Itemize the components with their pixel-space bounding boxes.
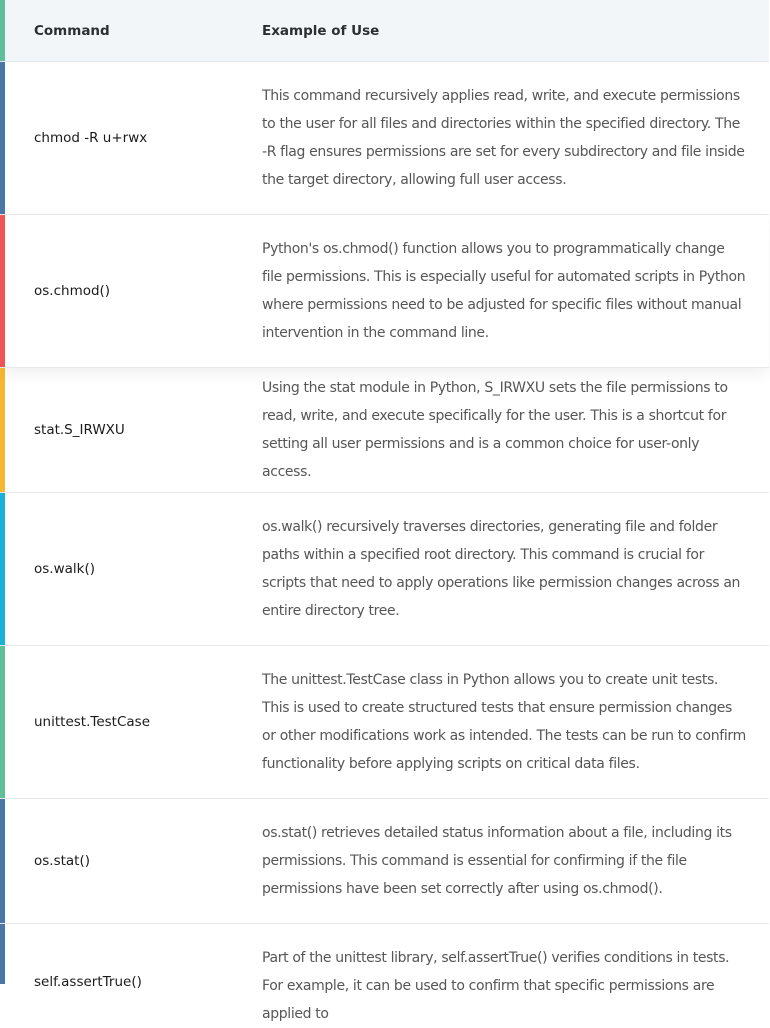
command-cell: unittest.TestCase xyxy=(34,714,150,730)
row-accent-bar xyxy=(0,215,5,367)
description-cell xyxy=(262,215,746,367)
table-row xyxy=(0,493,769,646)
description-text: Using the stat module in Python, S_IRWXU sets the file permissions to read, write, and execute specifically for the user. This is a shortcut for setting all user permissions and is a common choice for user-only access. xyxy=(262,380,728,480)
table-row xyxy=(0,215,769,368)
row-accent-bar xyxy=(0,62,5,214)
command-cell: stat.S_IRWXU xyxy=(34,422,125,438)
command-cell: os.walk() xyxy=(34,561,96,577)
description-text: Python's os.chmod() function allows you to programmatically change file permissions. This is especially useful for automated scripts in Python where permissions need to be adjusted for specific files without manual intervention in the command line. xyxy=(262,241,746,341)
table-header-row xyxy=(0,0,769,62)
table-row xyxy=(0,368,769,493)
row-accent-bar xyxy=(0,493,5,645)
description-cell xyxy=(262,924,746,1022)
description-cell xyxy=(262,646,746,798)
column-header-command: Command xyxy=(34,22,110,39)
row-accent-bar xyxy=(0,924,5,984)
column-header-example: Example of Use xyxy=(262,22,380,39)
command-cell: chmod -R u+rwx xyxy=(34,130,148,146)
description-text: os.stat() retrieves detailed status information about a file, including its permissions. This command is essential for confirming if the file permissions have been set correctly after using os.chmod(). xyxy=(262,825,732,897)
description-text: Part of the unittest library, self.assertTrue() verifies conditions in tests. For example, it can be used to confirm that specific permissions are applied to xyxy=(262,950,730,1022)
command-cell: self.assertTrue() xyxy=(34,974,142,990)
description-text: This command recursively applies read, write, and execute permissions to the user for all files and directories within the specified directory. The -R flag ensures permissions are set for every subdirectory and file inside the target directory, allowing full user access. xyxy=(262,88,745,188)
description-cell xyxy=(262,368,746,492)
header-accent-bar xyxy=(0,0,5,61)
command-cell: os.chmod() xyxy=(34,283,111,299)
table-row xyxy=(0,799,769,924)
row-accent-bar xyxy=(0,799,5,923)
description-text: The unittest.TestCase class in Python allows you to create unit tests. This is used to create structured tests that ensure permission changes or other modifications work as intended. The tests can be run to confirm functionality before applying scripts on critical data files. xyxy=(262,672,746,772)
table-row xyxy=(0,62,769,215)
description-cell xyxy=(262,493,746,645)
table-row xyxy=(0,924,769,1022)
command-cell: os.stat() xyxy=(34,853,91,869)
description-cell xyxy=(262,799,746,923)
table-row xyxy=(0,646,769,799)
description-text: os.walk() recursively traverses directories, generating file and folder paths within a specified root directory. This command is crucial for scripts that need to apply operations like permission changes across an entire directory tree. xyxy=(262,519,741,619)
description-cell xyxy=(262,62,746,214)
row-accent-bar xyxy=(0,646,5,798)
row-accent-bar xyxy=(0,368,5,492)
